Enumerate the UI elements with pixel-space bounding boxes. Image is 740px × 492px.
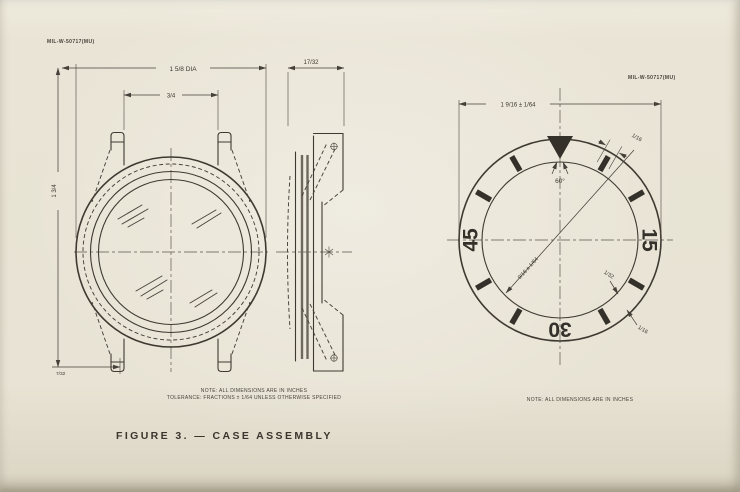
bezel-view-drawing <box>447 88 673 366</box>
band-dim-b-label: 1/16 <box>636 324 649 336</box>
side-thickness-dim-label: 17/32 <box>303 60 319 66</box>
note-left-line2: TOLERANCE: FRACTIONS ± 1/64 UNLESS OTHERWISE SPECIFIED <box>166 395 342 401</box>
bezel-numeral-30: 30 <box>548 317 572 341</box>
note-left-line1: NOTE: ALL DIMENSIONS ARE IN INCHES <box>200 388 308 394</box>
note-right: NOTE: ALL DIMENSIONS ARE IN INCHES <box>526 397 634 403</box>
lug-width-dim-label: 7/32 <box>56 372 66 377</box>
inner-radius-dim-label: 9/16 ± 1/64 <box>516 256 540 281</box>
bezel-triangle-marker <box>547 136 573 159</box>
marker-angle-dim-label: 60° <box>555 178 565 185</box>
front-view-drawing <box>52 64 268 377</box>
bezel-diameter-dim-label: 1 9/16 ± 1/64 <box>500 102 536 109</box>
note-left <box>118 388 390 402</box>
band-dim-a-label: 1/32 <box>602 269 615 281</box>
front-width-dim-label: 1 5/8 DIA <box>169 66 197 73</box>
lug-spacing-dimension <box>124 90 218 130</box>
bezel-numeral-45: 45 <box>459 228 483 252</box>
front-height-dimension <box>52 68 58 367</box>
crystal-glare-hatching <box>118 205 221 307</box>
tick-width-dim-label: 1/16 <box>630 132 643 144</box>
band-width-dimensions <box>602 270 648 336</box>
inner-radius-dimension <box>506 150 634 293</box>
lug-spacing-dim-label: 3/4 <box>166 93 176 100</box>
spec-number-right: MIL-W-50717(MU) <box>628 75 676 81</box>
bezel-numeral-15: 15 <box>637 228 661 252</box>
lug-width-dimension <box>52 358 120 377</box>
side-thickness-dimension <box>288 60 344 126</box>
tick-width-dimension <box>589 133 642 174</box>
front-height-dim-label: 1 3/4 <box>52 184 58 198</box>
spec-number-left: MIL-W-50717(MU) <box>47 39 95 45</box>
figure-caption: FIGURE 3. — CASE ASSEMBLY <box>116 430 333 442</box>
side-view-drawing <box>276 60 352 371</box>
